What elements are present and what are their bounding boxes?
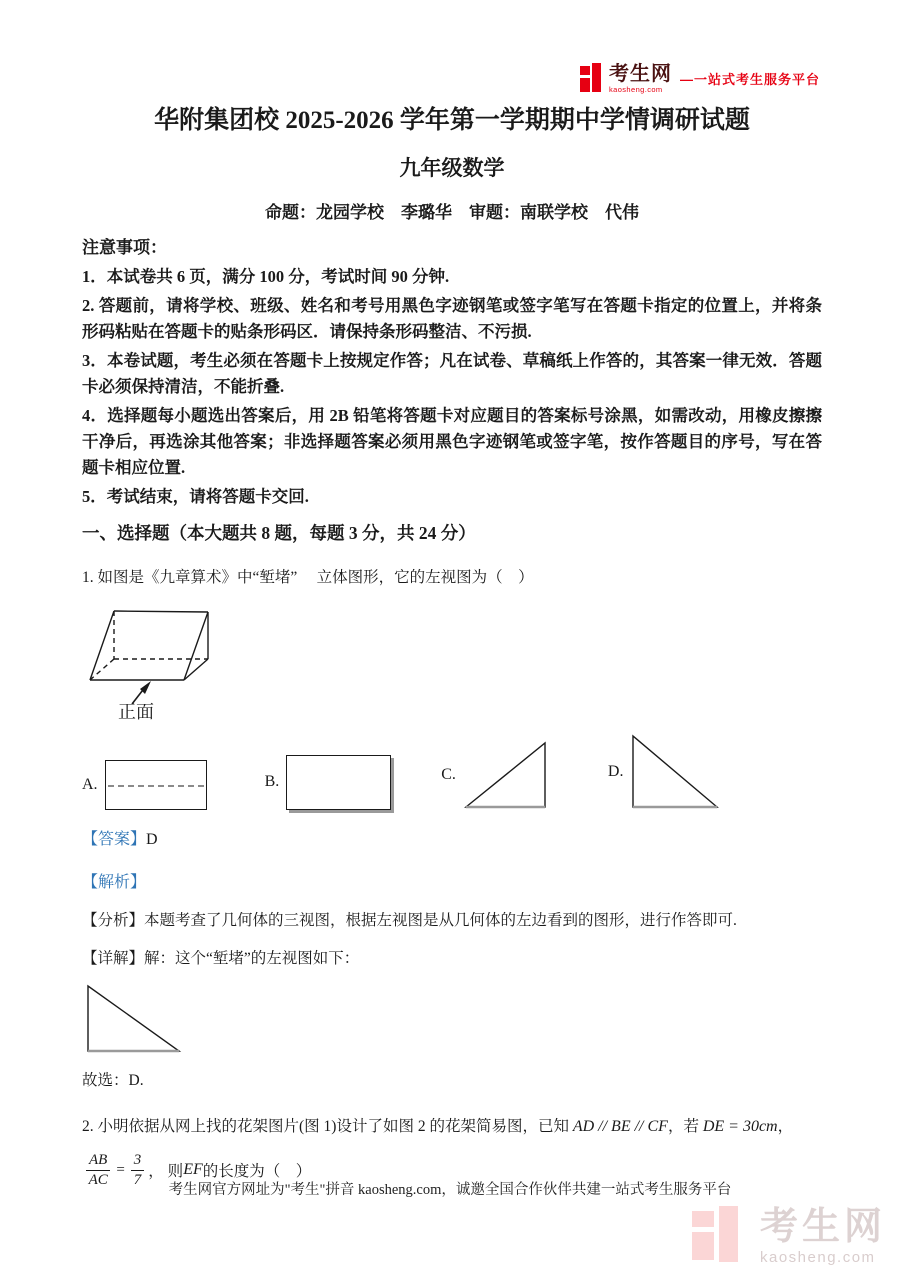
option-b-label: B. <box>264 773 280 790</box>
question-1-text: 1. 如图是《九章算术》中“堑堵” 立体图形，它的左视图为（ ） <box>82 569 534 586</box>
question-2-text <box>82 1114 822 1136</box>
option-c-label: C. <box>441 765 456 783</box>
answer-line <box>82 826 822 849</box>
option-a <box>82 760 207 810</box>
fraction-denominator: 7 <box>133 1171 142 1188</box>
option-b-shape <box>286 755 391 810</box>
q2-seg4: ， 则 <box>148 1163 184 1181</box>
answer-label: 【答案】 <box>82 830 147 848</box>
site-logo <box>580 63 820 94</box>
option-a-shape <box>105 760 207 810</box>
q2-math-parallel: AD // BE // CF <box>572 1118 668 1135</box>
prism-figure-svg <box>84 603 256 723</box>
option-d-label: D. <box>607 762 624 780</box>
q2-math-de: DE = 30cm <box>702 1118 778 1135</box>
logo-text <box>609 64 672 94</box>
exam-subtitle: 九年级数学 <box>399 156 505 180</box>
question-1-options <box>82 734 822 810</box>
analysis-label: 【分析】 <box>82 911 145 929</box>
watermark-text <box>759 1205 886 1266</box>
solution-figure <box>84 983 822 1060</box>
exam-byline: 命题：龙园学校 李璐华 审题：南联学校 代伟 <box>265 203 639 222</box>
exam-title: 华附集团校 2025-2026 学年第一学期期中学情调研试题 <box>154 107 750 134</box>
kaosheng-logo-icon <box>580 63 604 94</box>
notice-item: 3．本卷试题，考生必须在答题卡上按规定作答；凡在试卷、草稿纸上作答的，其答案一律无效．答题卡必须保持清洁，不能折叠. <box>82 351 822 396</box>
tagline-dash: — <box>679 72 694 87</box>
logo-domain: kaosheng.com <box>608 84 663 94</box>
watermark-domain: kaosheng.com <box>759 1248 876 1266</box>
logo-name: 考生网 <box>608 62 672 85</box>
q2-seg2: ，若 <box>667 1118 703 1135</box>
explanation-label: 【解析】 <box>82 873 147 891</box>
option-b <box>265 755 392 810</box>
detail-line <box>82 946 822 968</box>
notice-heading: 注意事项： <box>82 238 167 257</box>
analysis-line <box>82 908 822 930</box>
solution-triangle-svg <box>84 983 184 1055</box>
q2-seg5: 的长度为（ ） <box>202 1163 312 1181</box>
watermark-name: 考生网 <box>759 1205 886 1248</box>
detail-text: 解：这个“堑堵”的左视图如下： <box>144 949 360 967</box>
section-choice-heading: 一、选择题（本大题共 8 题，每题 3 分，共 24 分） <box>82 523 476 543</box>
option-d-shape <box>630 734 720 810</box>
logo-tagline <box>680 69 820 88</box>
conclusion-line: 故选：D. <box>82 1072 144 1089</box>
option-c-shape <box>463 740 548 810</box>
kaosheng-watermark-icon <box>692 1206 750 1266</box>
q2-math-ef: EF <box>183 1161 203 1179</box>
fraction-denominator: AC <box>88 1171 108 1188</box>
tagline-text: 一站式考生服务平台 <box>693 72 820 87</box>
explanation-line <box>82 869 822 892</box>
fraction-numerator: 3 <box>131 1152 145 1171</box>
notice-item: 1．本试卷共 6 页，满分 100 分，考试时间 90 分钟. <box>82 267 450 286</box>
fraction-numerator: AB <box>86 1152 110 1171</box>
detail-label: 【详解】 <box>82 949 145 967</box>
option-d <box>608 734 721 810</box>
analysis-text: 本题考查了几何体的三视图，根据左视图是从几何体的左边看到的图形，进行作答即可. <box>144 911 737 929</box>
option-a-label: A. <box>82 775 98 793</box>
front-face-label: 正面 <box>118 701 154 722</box>
question-1-figure <box>84 603 822 728</box>
page-footer: 考生网官方网址为"考生"拼音 kaosheng.com，诚邀全国合作伙伴共建一站式考生服务平台 <box>168 1182 732 1198</box>
q2-seg3: ， <box>777 1118 794 1135</box>
equals-sign: = <box>116 1161 125 1178</box>
answer-value: D <box>146 830 158 848</box>
notice-item: 4．选择题每小题选出答案后，用 2B 铅笔将答题卡对应题目的答案标号涂黑，如需改动，用橡皮擦擦干净后，再选涂其他答案；非选择题答案必须用黑色字迹钢笔或签字笔，按作答题目的序号，写在答题卡相应位置. <box>82 406 822 477</box>
dashed-line <box>108 785 204 787</box>
q2-seg1: 2. 小明依据从网上找的花架图片(图 1)设计了如图 2 的花架简易图，已知 <box>82 1118 573 1135</box>
notice-item: 2. 答题前，请将学校、班级、姓名和考号用黑色字迹钢笔或签字笔写在答题卡指定的位置上，并将条形码粘贴在答题卡的贴条形码区．请保持条形码整洁、不污损. <box>82 296 822 341</box>
notice-section <box>82 235 822 510</box>
watermark <box>692 1206 886 1266</box>
notice-item: 5．考试结束，请将答题卡交回. <box>82 487 309 506</box>
option-c <box>441 740 548 810</box>
